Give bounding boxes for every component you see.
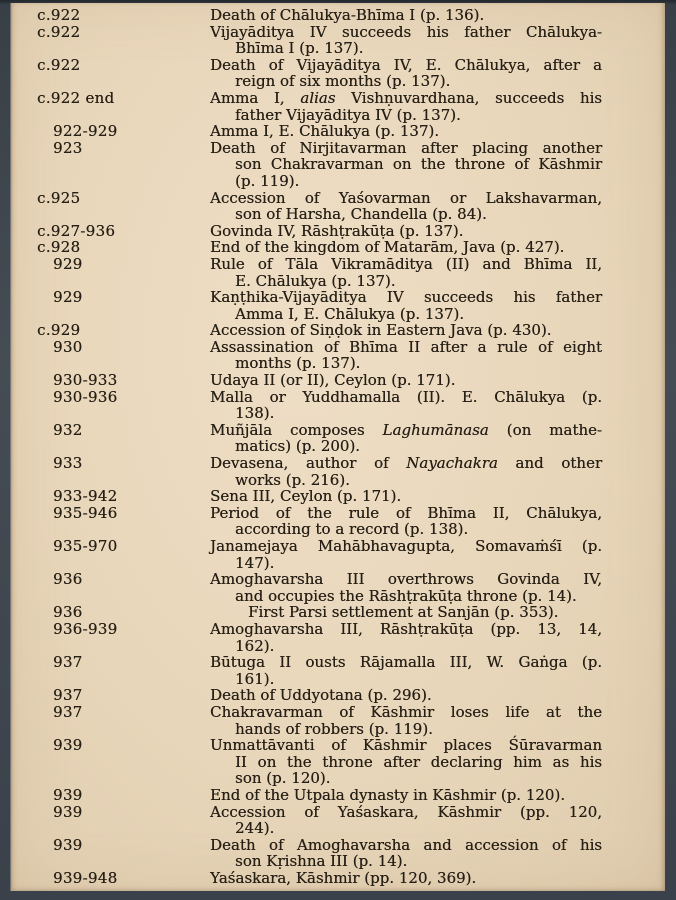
text-segment: Amma I, E. Chālukya (p. 137).: [210, 122, 439, 141]
entry-event: [210, 737, 602, 787]
text-segment: and other: [497, 454, 602, 473]
text-segment: Kaṇṭhika-Vijayāditya IV succeeds his father: [210, 288, 602, 307]
text-segment: reign of six months (p. 137).: [235, 72, 451, 91]
chronology-entry: [12, 90, 665, 123]
chronology-entry: [12, 322, 665, 339]
entry-event-line: [235, 107, 602, 124]
entry-event: [210, 804, 602, 837]
entry-date: 936: [53, 570, 83, 589]
text-segment: and occupies the Rāshṭrakūṭa throne (p. 14).: [235, 586, 577, 605]
entry-date: 939: [53, 785, 83, 804]
entry-event-line: [210, 870, 602, 887]
text-segment: Bhīma I (p. 137).: [235, 39, 364, 58]
text-segment: son of Harsha, Chandella (p. 84).: [235, 205, 487, 224]
chronology-entry: [12, 455, 665, 488]
entry-date: 933: [53, 454, 83, 473]
entry-event-line: [210, 322, 602, 339]
text-segment: Accession of Yaśaskara, Kāshmir (pp. 120,: [210, 802, 602, 821]
text-segment: matics) (p. 200).: [235, 437, 360, 456]
entry-event: [210, 7, 602, 24]
chronology-entry: [12, 140, 665, 190]
text-segment: Nayachakra: [406, 454, 498, 473]
text-segment: Govinda IV, Rāshṭrakūṭa (p. 137).: [210, 221, 464, 240]
entry-event-line: [210, 687, 602, 704]
text-segment: Būtuga II ousts Rājamalla III, W. Gaṅga (p.: [210, 653, 602, 672]
text-segment: Devasena, author of: [210, 454, 407, 473]
text-segment: Death of Uddyotana (p. 296).: [210, 686, 432, 705]
entry-event: [210, 604, 602, 621]
entry-date: 939: [53, 802, 83, 821]
entry-event: [210, 57, 602, 90]
entry-event: [210, 837, 602, 870]
text-segment: Accession of Siṇḍok in Eastern Java (p. 430).: [210, 321, 552, 340]
entry-date: 930: [53, 337, 83, 356]
entry-event-line: [235, 40, 602, 57]
entry-date: 937: [53, 702, 83, 721]
text-segment: Vishṇuvardhana, succeeds his: [335, 88, 603, 107]
entry-event: [210, 870, 602, 887]
chronology-entry: [12, 604, 665, 621]
entry-event: [210, 488, 602, 505]
entry-date: 937: [53, 686, 83, 705]
entry-date: c.922: [37, 55, 81, 74]
entry-event-line: [235, 820, 602, 837]
entry-date: c.922: [37, 6, 81, 24]
text-segment: son Chakravarman on the throne of Kāshmir: [235, 155, 602, 174]
entry-event: [210, 322, 602, 339]
text-segment: Death of Nirjitavarman after placing another: [210, 138, 602, 157]
entry-event-line: [210, 571, 602, 588]
text-segment: son (p. 120).: [235, 769, 331, 788]
text-segment: Amoghavarsha III overthrows Govinda IV,: [210, 570, 602, 589]
entry-event-line: [210, 455, 602, 472]
entry-event: [210, 687, 602, 704]
text-segment: 147).: [235, 553, 275, 572]
entry-event-line: [210, 654, 602, 671]
chronology-entry: [12, 571, 665, 604]
entry-event-line: [235, 770, 602, 787]
text-segment: II on the throne after declaring him as his: [235, 752, 602, 771]
entry-event-line: [210, 422, 602, 439]
entry-event-line: [235, 306, 602, 323]
chronology-entry: [12, 787, 665, 804]
entry-event-line: [210, 24, 602, 41]
entry-event-line: [210, 389, 602, 406]
entry-event: [210, 455, 602, 488]
entry-event-line: [210, 90, 602, 107]
entry-date: c.922: [37, 22, 81, 41]
text-segment: 162).: [235, 636, 275, 655]
entry-event-line: [248, 604, 602, 621]
entry-event-line: [210, 704, 602, 721]
text-segment: Death of Vijayāditya IV, E. Chālukya, after a: [210, 55, 602, 74]
entry-event: [210, 389, 602, 422]
book-page: [12, 3, 665, 891]
text-segment: son Kṛishna III (p. 14).: [235, 852, 408, 871]
entry-date: 929: [53, 254, 83, 273]
entry-event-line: [210, 239, 602, 256]
chronology-list: [12, 7, 665, 886]
text-segment: Chakravarman of Kāshmir loses life at the: [210, 702, 602, 721]
entry-event-line: [235, 438, 602, 455]
entry-date: 933-942: [53, 487, 118, 506]
entry-event-line: [210, 7, 602, 24]
entry-date: c.927-936: [37, 221, 116, 240]
entry-event-line: [235, 853, 602, 870]
chronology-entry: [12, 737, 665, 787]
entry-event-line: [210, 804, 602, 821]
entry-date: 930-936: [53, 387, 118, 406]
text-segment: works (p. 216).: [235, 470, 350, 489]
entry-event-line: [235, 405, 602, 422]
entry-date: 936: [53, 603, 83, 622]
text-segment: (p. 119).: [235, 171, 300, 190]
entry-event-line: [235, 156, 602, 173]
chronology-entry: [12, 837, 665, 870]
entry-event: [210, 571, 602, 604]
entry-date: c.929: [37, 321, 81, 340]
entry-date: 923: [53, 138, 83, 157]
text-segment: Amoghavarsha III, Rāshṭrakūṭa (pp. 13, 14,: [210, 619, 602, 638]
text-segment: First Parsi settlement at Sanjān (p. 353).: [248, 603, 559, 622]
text-segment: Death of Chālukya-Bhīma I (p. 136).: [210, 6, 485, 24]
entry-event-line: [235, 73, 602, 90]
entry-event-line: [210, 339, 602, 356]
entry-event: [210, 239, 602, 256]
entry-event-line: [210, 837, 602, 854]
entry-event: [210, 704, 602, 737]
text-segment: (on mathe-: [488, 420, 602, 439]
text-segment: hands of robbers (p. 119).: [235, 719, 433, 738]
entry-date: c.922 end: [37, 88, 115, 107]
entry-event: [210, 123, 602, 140]
entry-event: [210, 422, 602, 455]
text-segment: End of the Utpala dynasty in Kāshmir (p. 120).: [210, 785, 565, 804]
entry-event-line: [210, 140, 602, 157]
chronology-entry: [12, 339, 665, 372]
entry-event-line: [235, 206, 602, 223]
chronology-entry: [12, 505, 665, 538]
entry-event-line: [235, 754, 602, 771]
entry-event-line: [210, 190, 602, 207]
entry-date: 929: [53, 288, 83, 307]
text-segment: Laghumānasa: [382, 420, 489, 439]
entry-event-line: [210, 372, 602, 389]
text-segment: Muñjāla composes: [210, 420, 383, 439]
chronology-entry: [12, 289, 665, 322]
entry-event: [210, 621, 602, 654]
text-segment: End of the kingdom of Matarām, Java (p. 427).: [210, 238, 565, 257]
entry-date: 930-933: [53, 371, 118, 390]
chronology-entry: [12, 7, 665, 24]
chronology-entry: [12, 239, 665, 256]
chronology-entry: [12, 621, 665, 654]
chronology-entry: [12, 256, 665, 289]
entry-event: [210, 190, 602, 223]
entry-event: [210, 90, 602, 123]
text-segment: Amma I,: [210, 88, 301, 107]
entry-event-line: [210, 57, 602, 74]
entry-event-line: [210, 737, 602, 754]
text-segment: months (p. 137).: [235, 354, 361, 373]
text-segment: Vijayāditya IV succeeds his father Chālukya-: [210, 22, 602, 41]
chronology-entry: [12, 804, 665, 837]
text-segment: alias: [300, 88, 336, 107]
text-segment: Accession of Yaśovarman or Lakshavarman,: [210, 188, 602, 207]
chronology-entry: [12, 24, 665, 57]
chronology-entry: [12, 389, 665, 422]
entry-event: [210, 654, 602, 687]
entry-event: [210, 787, 602, 804]
entry-date: 939: [53, 736, 83, 755]
entry-event-line: [235, 173, 602, 190]
entry-event: [210, 289, 602, 322]
text-segment: 244).: [235, 819, 275, 838]
text-segment: Sena III, Ceylon (p. 171).: [210, 487, 402, 506]
text-segment: Yaśaskara, Kāshmir (pp. 120, 369).: [210, 868, 477, 887]
chronology-entry: [12, 190, 665, 223]
text-segment: father Vijayāditya IV (p. 137).: [235, 105, 461, 124]
chronology-entry: [12, 654, 665, 687]
entry-date: 932: [53, 420, 83, 439]
entry-date: 939-948: [53, 868, 118, 887]
text-segment: Malla or Yuddhamalla (II). E. Chālukya (p.: [210, 387, 602, 406]
entry-event-line: [235, 355, 602, 372]
entry-event: [210, 223, 602, 240]
text-segment: Udaya II (or II), Ceylon (p. 171).: [210, 371, 456, 390]
chronology-entry: [12, 123, 665, 140]
entry-date: 936-939: [53, 619, 118, 638]
entry-event-line: [210, 505, 602, 522]
entry-date: c.925: [37, 188, 81, 207]
entry-event-line: [210, 256, 602, 273]
entry-event: [210, 538, 602, 571]
entry-event: [210, 140, 602, 190]
entry-event-line: [235, 521, 602, 538]
chronology-entry: [12, 422, 665, 455]
text-segment: Amma I, E. Chālukya (p. 137).: [235, 304, 464, 323]
entry-event: [210, 372, 602, 389]
entry-date: 935-970: [53, 537, 118, 555]
entry-date: 939: [53, 835, 83, 854]
entry-event-line: [235, 588, 602, 605]
chronology-entry: [12, 538, 665, 571]
entry-event: [210, 256, 602, 289]
entry-date: 937: [53, 653, 83, 672]
text-segment: Death of Amoghavarsha and accession of his: [210, 835, 602, 854]
chronology-entry: [12, 704, 665, 737]
entry-event: [210, 339, 602, 372]
entry-event: [210, 24, 602, 57]
entry-event-line: [210, 223, 602, 240]
text-segment: Rule of Tāla Vikramāditya (II) and Bhīma II,: [210, 254, 602, 273]
entry-event-line: [235, 472, 602, 489]
text-segment: Janamejaya Mahābhavagupta, Somavaṁśī (p.: [210, 537, 602, 555]
text-segment: according to a record (p. 138).: [235, 520, 469, 539]
entry-event-line: [210, 289, 602, 306]
text-segment: Period of the rule of Bhīma II, Chālukya,: [210, 503, 602, 522]
text-segment: E. Chālukya (p. 137).: [235, 271, 396, 290]
chronology-entry: [12, 372, 665, 389]
entry-date: 922-929: [53, 122, 118, 141]
entry-event-line: [210, 621, 602, 638]
chronology-entry: [12, 488, 665, 505]
entry-event-line: [235, 273, 602, 290]
entry-event-line: [210, 538, 602, 555]
entry-date: 935-946: [53, 503, 118, 522]
text-segment: 161).: [235, 669, 275, 688]
entry-event-line: [235, 555, 602, 572]
entry-event: [210, 505, 602, 538]
text-segment: 138).: [235, 404, 275, 423]
entry-event-line: [210, 787, 602, 804]
entry-event-line: [210, 123, 602, 140]
chronology-entry: [12, 687, 665, 704]
entry-event-line: [235, 638, 602, 655]
text-segment: Assassination of Bhīma II after a rule of eight: [210, 337, 602, 356]
chronology-entry: [12, 57, 665, 90]
entry-event-line: [235, 721, 602, 738]
entry-event-line: [210, 488, 602, 505]
entry-event-line: [235, 671, 602, 688]
chronology-entry: [12, 870, 665, 887]
text-segment: Unmattāvanti of Kāshmir places Śūravarman: [210, 736, 602, 755]
entry-date: c.928: [37, 238, 81, 257]
chronology-entry: [12, 223, 665, 240]
